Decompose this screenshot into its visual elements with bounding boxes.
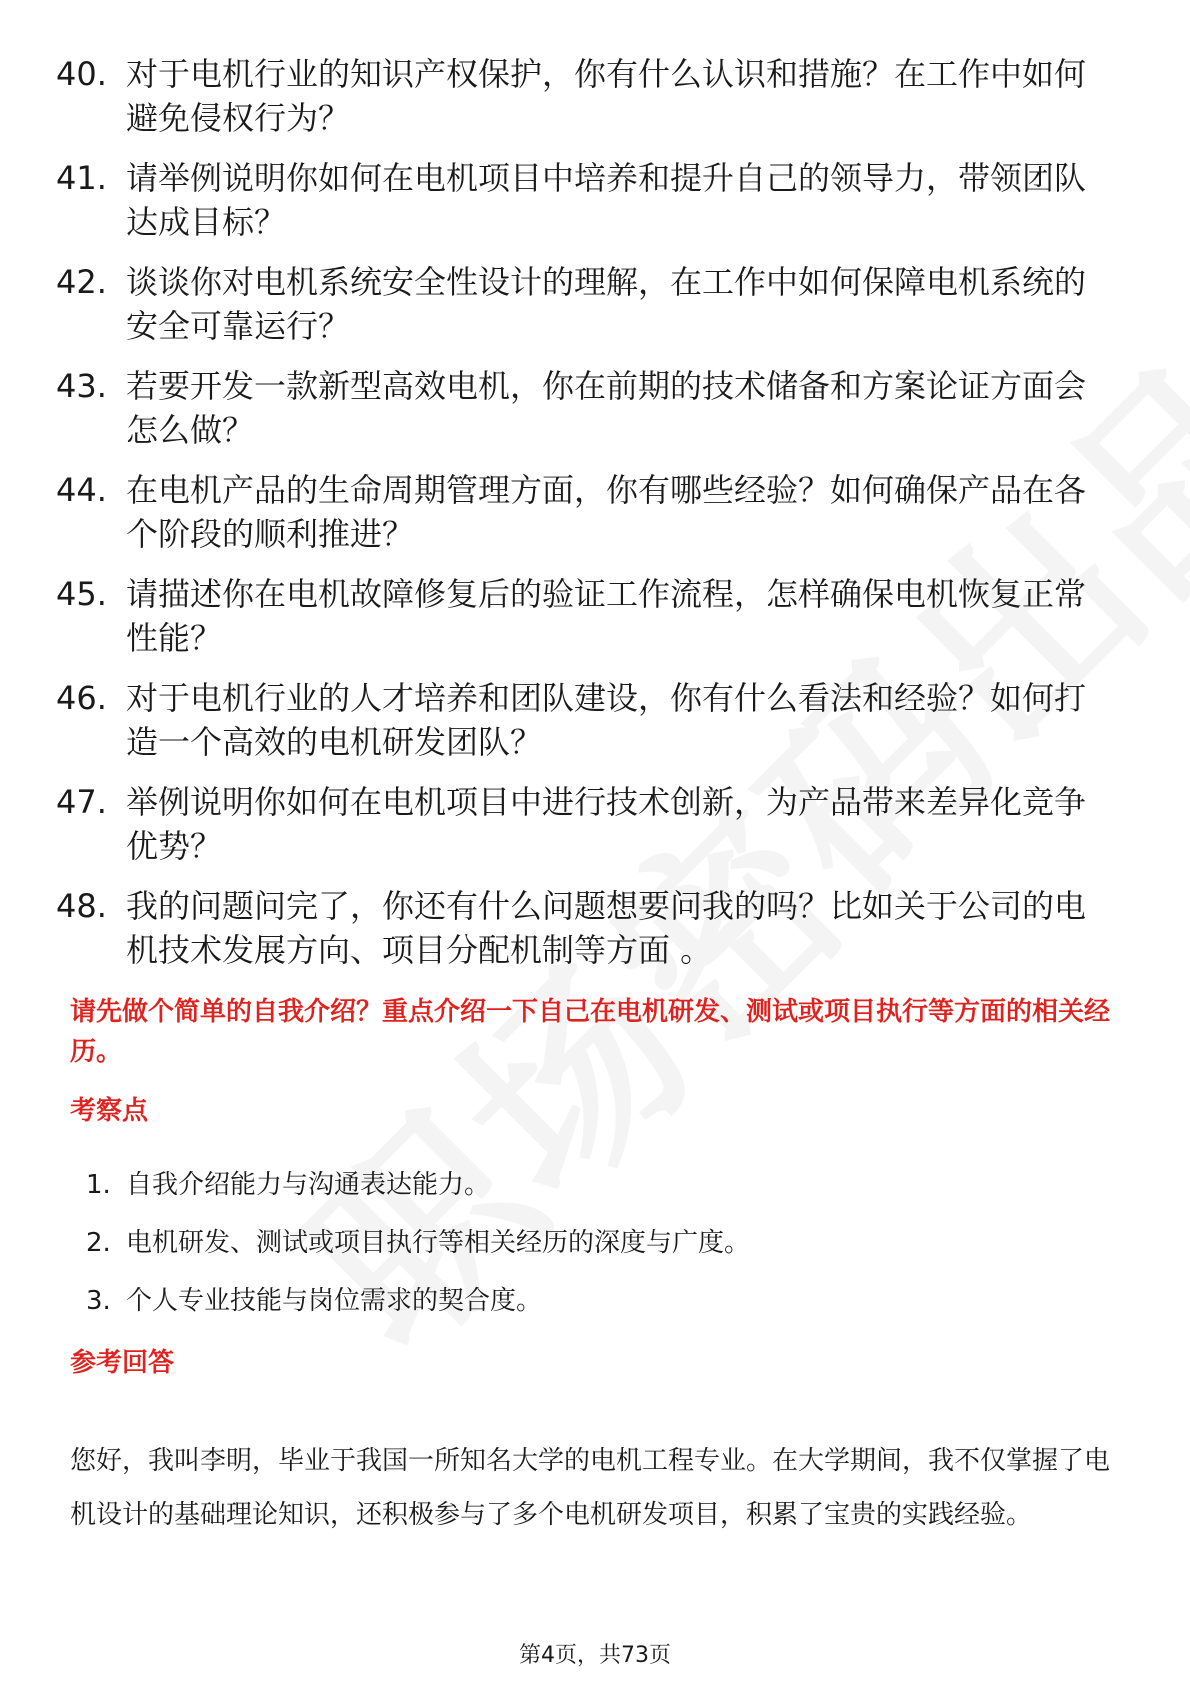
question-number: 47. bbox=[56, 783, 107, 821]
point-number: 1. bbox=[86, 1170, 111, 1200]
list-item bbox=[56, 676, 1116, 764]
answer-title: 参考回答 bbox=[70, 1348, 175, 1378]
question-text: 对于电机行业的人才培养和团队建设，你有什么看法和经验？如何打造一个高效的电机研发团队？ bbox=[126, 679, 1087, 761]
question-number: 46. bbox=[56, 679, 107, 717]
page-footer: 第4页，共73页 bbox=[519, 1643, 671, 1668]
question-number: 42. bbox=[56, 263, 107, 301]
question-text: 在电机产品的生命周期管理方面，你有哪些经验？如何确保产品在各个阶段的顺利推进？ bbox=[126, 471, 1087, 553]
question-text: 举例说明你如何在电机项目中进行技术创新，为产品带来差异化竞争优势？ bbox=[126, 783, 1087, 865]
point-text: 个人专业技能与岗位需求的契合度。 bbox=[126, 1286, 543, 1316]
list-item bbox=[56, 468, 1116, 556]
point-number: 2. bbox=[86, 1228, 111, 1258]
point-number: 3. bbox=[86, 1286, 111, 1316]
question-text: 请举例说明你如何在电机项目中培养和提升自己的领导力，带领团队达成目标？ bbox=[126, 159, 1087, 241]
list-item bbox=[56, 260, 1116, 348]
list-item bbox=[56, 884, 1116, 972]
question-list bbox=[56, 52, 1116, 988]
list-item bbox=[86, 1282, 1086, 1320]
answer-text: 您好，我叫李明，毕业于我国一所知名大学的电机工程专业。在大学期间，我不仅掌握了电机设计的基础理论知识，还积极参与了多个电机研发项目，积累了宝贵的实践经验。 bbox=[70, 1446, 1111, 1530]
question-number: 45. bbox=[56, 575, 107, 613]
point-text: 自我介绍能力与沟通表达能力。 bbox=[126, 1170, 491, 1200]
question-text: 请描述你在电机故障修复后的验证工作流程，怎样确保电机恢复正常性能？ bbox=[126, 575, 1087, 657]
list-item bbox=[86, 1224, 1086, 1262]
question-text: 我的问题问完了，你还有什么问题想要问我的吗？比如关于公司的电机技术发展方向、项目分配机制等方面 。 bbox=[126, 887, 1087, 969]
point-text: 电机研发、测试或项目执行等相关经历的深度与广度。 bbox=[126, 1228, 751, 1258]
list-item bbox=[86, 1166, 1086, 1204]
list-item bbox=[56, 780, 1116, 868]
list-item bbox=[56, 52, 1116, 140]
question-number: 41. bbox=[56, 159, 107, 197]
list-item bbox=[56, 572, 1116, 660]
question-text: 若要开发一款新型高效电机，你在前期的技术储备和方案论证方面会怎么做？ bbox=[126, 367, 1087, 449]
question-number: 44. bbox=[56, 471, 107, 509]
focus-list bbox=[86, 1166, 1086, 1340]
focus-title: 考察点 bbox=[70, 1096, 149, 1126]
question-text: 谈谈你对电机系统安全性设计的理解，在工作中如何保障电机系统的安全可靠运行？ bbox=[126, 263, 1087, 345]
intro-question: 请先做个简单的自我介绍？重点介绍一下自己在电机研发、测试或项目执行等方面的相关经历。 bbox=[70, 997, 1111, 1067]
list-item bbox=[56, 364, 1116, 452]
question-number: 43. bbox=[56, 367, 107, 405]
question-number: 48. bbox=[56, 887, 107, 925]
list-item bbox=[56, 156, 1116, 244]
question-text: 对于电机行业的知识产权保护，你有什么认识和措施？在工作中如何避免侵权行为？ bbox=[126, 55, 1087, 137]
question-number: 40. bbox=[56, 55, 107, 93]
